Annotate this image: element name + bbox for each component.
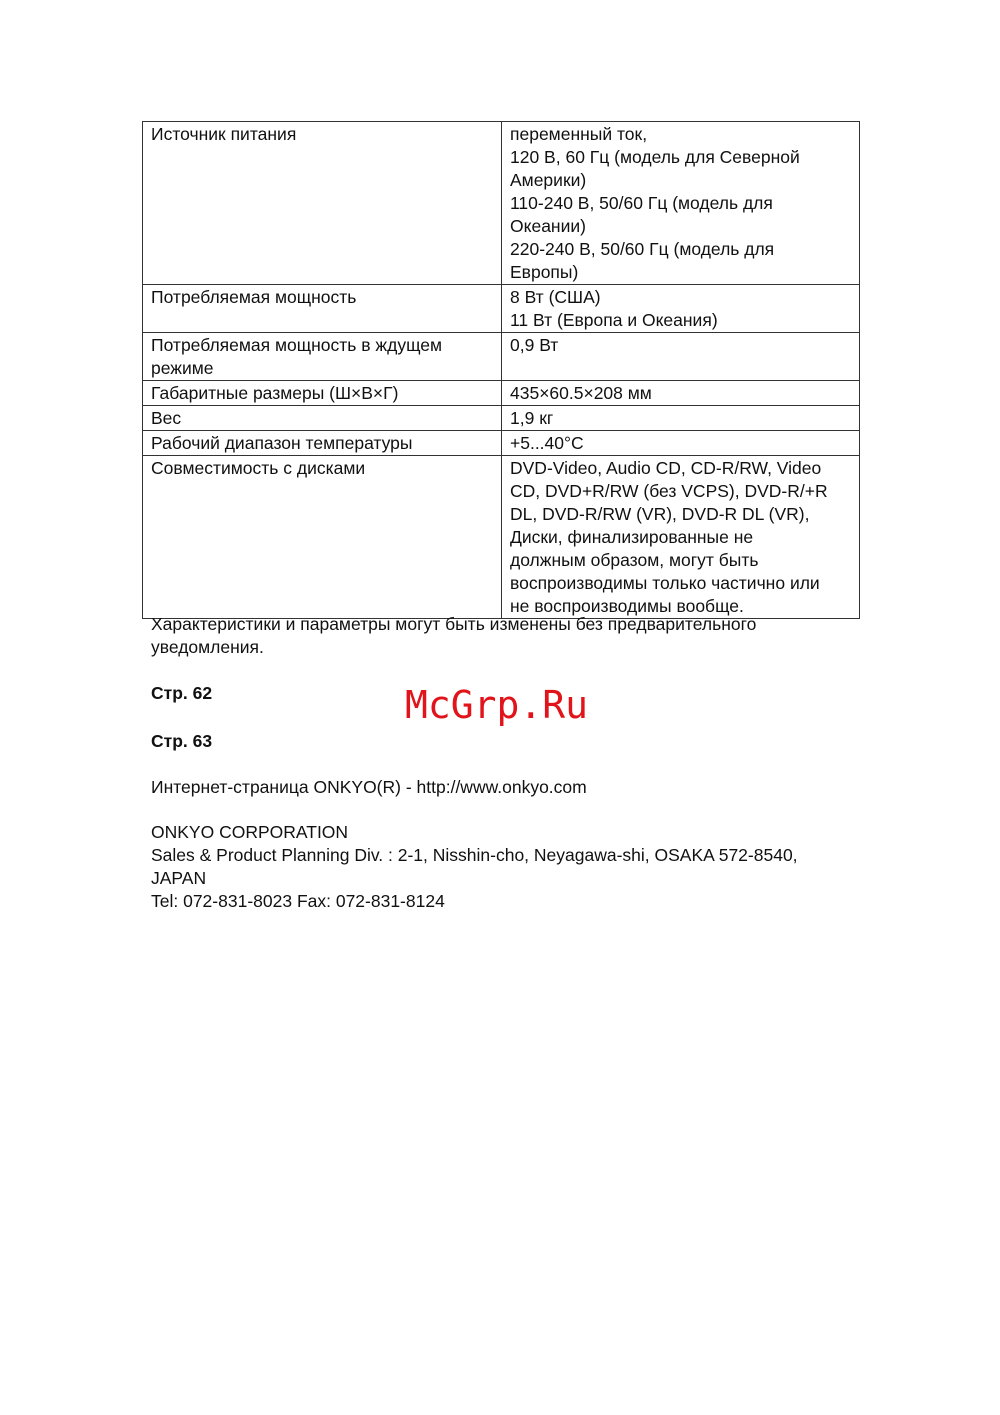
spec-value-cell — [502, 285, 860, 333]
spec-value: 1,9 кг — [510, 408, 554, 428]
spec-value: должным образом, могут быть — [510, 550, 759, 570]
spec-value: 220-240 В, 50/60 Гц (модель для — [510, 239, 775, 259]
notice-paragraph — [151, 613, 756, 659]
spec-value: 8 Вт (США) — [510, 287, 601, 307]
spec-value: DVD-Video, Audio CD, CD-R/RW, Video — [510, 458, 822, 478]
spec-value: 11 Вт (Европа и Океания) — [510, 310, 718, 330]
spec-label: Источник питания — [151, 124, 297, 144]
spec-label-cell — [143, 381, 502, 406]
table-row — [143, 333, 860, 381]
company-country: JAPAN — [151, 868, 207, 888]
spec-value-cell — [502, 333, 860, 381]
table-row — [143, 406, 860, 431]
spec-label-cell — [143, 122, 502, 285]
spec-value: переменный ток, — [510, 124, 648, 144]
spec-value: +5...40°C — [510, 433, 584, 453]
spec-value-cell — [502, 431, 860, 456]
spec-value: Диски, финализированные не — [510, 527, 754, 547]
spec-value: Америки) — [510, 170, 587, 190]
spec-label-cell — [143, 285, 502, 333]
spec-label-cell — [143, 456, 502, 619]
spec-label: Рабочий диапазон температуры — [151, 433, 413, 453]
spec-label: Совместимость с дисками — [151, 458, 366, 478]
spec-value-cell — [502, 406, 860, 431]
spec-value: воспроизводимы только частично или — [510, 573, 820, 593]
table-row — [143, 381, 860, 406]
spec-label-cell — [143, 431, 502, 456]
specifications-table — [142, 121, 860, 619]
table-row — [143, 431, 860, 456]
company-address: Sales & Product Planning Div. : 2-1, Nisshin-cho, Neyagawa-shi, OSAKA 572-8540, — [151, 845, 798, 865]
notice-line: уведомления. — [151, 637, 264, 657]
table-row — [143, 285, 860, 333]
page-ref-62: Стр. 62 — [151, 683, 213, 703]
company-info — [151, 821, 798, 913]
spec-label: Вес — [151, 408, 182, 428]
notice-line: Характеристики и параметры могут быть изменены без предварительного — [151, 614, 757, 634]
table-row — [143, 456, 860, 619]
website-line: Интернет-страница ONKYO(R) - http://www.onkyo.com — [151, 777, 587, 797]
spec-value: CD, DVD+R/RW (без VCPS), DVD-R/+R — [510, 481, 828, 501]
spec-value: Европы) — [510, 262, 579, 282]
company-contacts: Tel: 072-831-8023 Fax: 072-831-8124 — [151, 891, 445, 911]
spec-label-cell — [143, 406, 502, 431]
spec-value: DL, DVD-R/RW (VR), DVD-R DL (VR), — [510, 504, 810, 524]
spec-label: Габаритные размеры (Ш×В×Г) — [151, 383, 399, 403]
spec-label: режиме — [151, 358, 214, 378]
spec-value-cell — [502, 456, 860, 619]
company-name: ONKYO CORPORATION — [151, 822, 349, 842]
spec-value-cell — [502, 122, 860, 285]
page-ref-63: Стр. 63 — [151, 731, 213, 751]
spec-value: 110-240 В, 50/60 Гц (модель для — [510, 193, 773, 213]
spec-label: Потребляемая мощность — [151, 287, 357, 307]
spec-value: 0,9 Вт — [510, 335, 559, 355]
spec-value: Океании) — [510, 216, 586, 236]
spec-value: не воспроизводимы вообще. — [510, 596, 744, 616]
table-row — [143, 122, 860, 285]
spec-value: 435×60.5×208 мм — [510, 383, 652, 403]
watermark-logo: McGrp.Ru — [405, 683, 589, 727]
spec-label: Потребляемая мощность в ждущем — [151, 335, 443, 355]
spec-label-cell — [143, 333, 502, 381]
spec-value-cell — [502, 381, 860, 406]
spec-value: 120 В, 60 Гц (модель для Северной — [510, 147, 800, 167]
